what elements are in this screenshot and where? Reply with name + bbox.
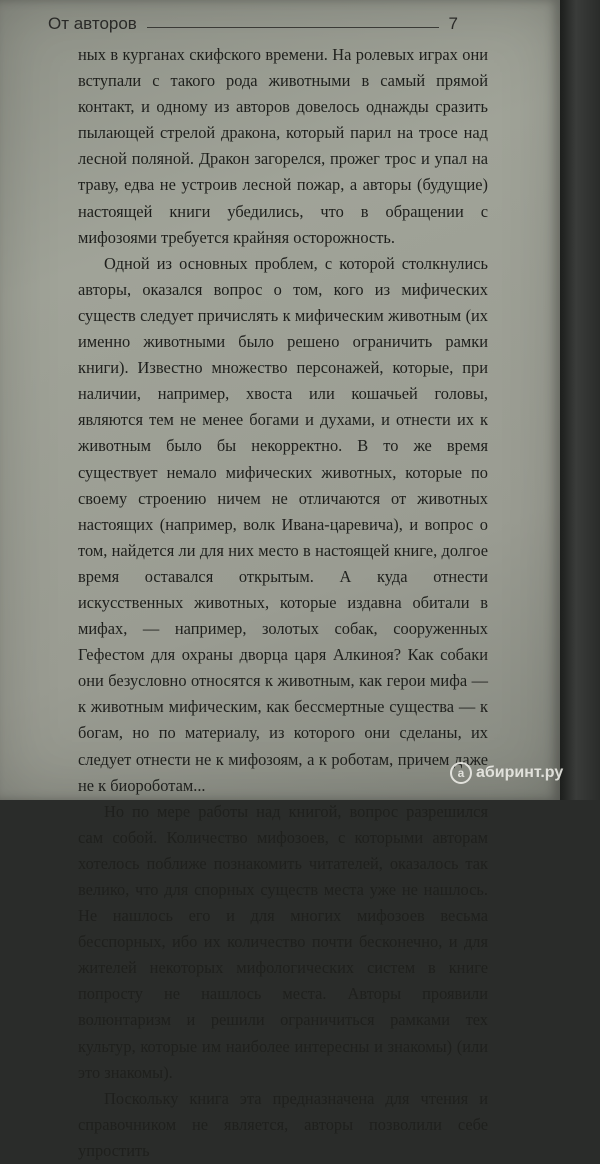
paragraph-4: Поскольку книга эта предназначена для чтения и справочником не является, авторы позволили себе упростить: [78, 1088, 488, 1160]
watermark: [450, 758, 600, 788]
watermark-logo-icon: а: [450, 762, 472, 784]
body-text: [78, 42, 488, 1164]
page-edge-shadow: [560, 0, 600, 800]
paragraph-1: ных в курганах скифского времени. На ролевых играх они вступали с такого рода животными в самый прямой контакт, и одному из авторов довелось однажды сразить пылающей стрелой дракона, который парил на тросе над лесной поляной. Дракон загорелся, прожег трос и упал на траву, едва не устроив лесной пожар, а авторы (будущие) настоящей книги убедились, что в обращении с мифозоями требуется крайняя осторожность.: [78, 45, 488, 247]
page-number: 7: [448, 14, 458, 33]
running-head-rule: [147, 27, 439, 28]
running-head-title: От авторов: [48, 14, 137, 33]
paragraph-2: Одной из основных проблем, с которой столкнулись авторы, оказался вопрос о том, кого из мифических существ следует причислять к мифическим животным (их именно животными было решено ограничить рамки книги). Известно множество персонажей, которые, при наличии, например, хвоста или кошачьей головы, являются тем не менее богами и духами, и отнести их к животным было бы некорректно. В то же время существует немало мифических животных, которые по своему строению ничем не отличаются от животных настоящих (например, волк Ивана-царевича), и вопрос о том, найдется ли для них место в настоящей книге, долгое время оставался открытым. А куда отнести искусственных животных, которые издавна обитали в мифах, — например, золотых собак, сооруженных Гефестом для охраны дворца царя Алкиноя? Как собаки они безусловно относятся к животным, как герои мифа — к животным мифическим, как бессмертные существа — к богам, но по материалу, из которого они сделаны, их следует отнести не к мифозоям, а к роботам, причем даже не к биороботам...: [78, 253, 488, 795]
watermark-text: абиринт.ру: [476, 764, 564, 781]
running-head: [48, 12, 458, 36]
paragraph-3: Но по мере работы над книгой, вопрос разрешился сам собой. Количество мифозоев, с которыми авторам хотелось поближе познакомить читателей, оказалось так велико, что для спорных существ места уже не нашлось. Не нашлось его и для многих мифозоев весьма бесспорных, ибо их количество почти бесконечно, и для жителей некоторых мифологических систем в книге попросту не нашлось места. Авторы проявили волюнтаризм и решили ограничиться рамками тех культур, которые им наиболее интересны и знакомы) (или это знакомы).: [78, 801, 488, 1082]
